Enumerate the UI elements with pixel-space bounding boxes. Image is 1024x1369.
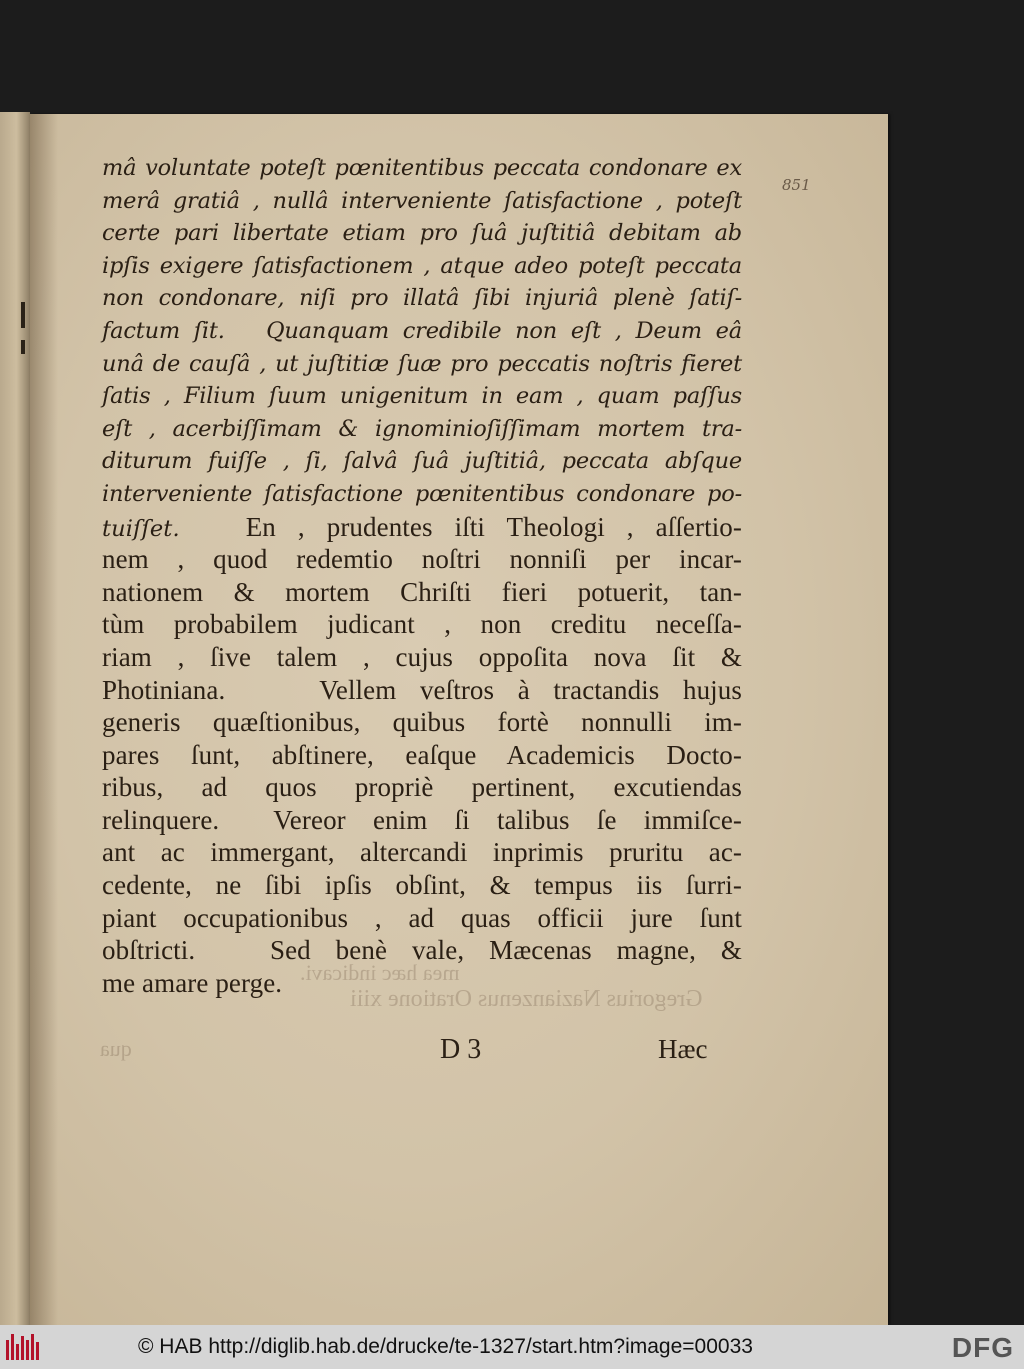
page-gutter-shadow: [30, 114, 58, 1325]
text-line: ant ac immergant, altercandi inprimis pruritu ac-: [102, 837, 742, 868]
text-line: piant occupationibus , ad quas officii jure ſunt: [102, 902, 742, 933]
text-line: factum ſit. Quanquam credibile non eſt , Deum eâ: [102, 317, 742, 344]
text-line: ipſis exigere ſatisfactionem , atque adeo poteſt peccata: [102, 252, 742, 279]
text-line: nem , quod redemtio noſtri nonniſi per incar-: [102, 544, 742, 575]
text-line: certe pari libertate etiam pro ſuâ juſtitiâ debitam ab: [102, 220, 742, 247]
text-line: non condonare, niſi pro illatâ ſibi injuriâ plenè ſatiſ-: [102, 285, 742, 312]
facing-page-edge: [0, 112, 30, 1325]
text-line: diturum fuiſſe , ſi, ſalvâ ſuâ juſtitiâ, peccata abſque: [102, 448, 742, 475]
dfg-logo-icon: DFG: [951, 1332, 1014, 1363]
margin-note: 851: [782, 176, 811, 194]
text-line-roman-part: En , prudentes iſti Theologi , aſſertio-: [179, 511, 742, 542]
footer-bar: [0, 1325, 1024, 1369]
text-line: ſatis , Filium ſuum unigenitum in eam , quam paſſus: [102, 383, 742, 410]
body-text: [102, 152, 742, 999]
edge-mark: [21, 340, 25, 354]
copyright-link[interactable]: © HAB http://diglib.hab.de/drucke/te-1327/start.htm?image=00033: [138, 1335, 753, 1358]
edge-mark: [21, 302, 25, 328]
text-line: [102, 511, 742, 544]
catchword: Hæc: [658, 1034, 708, 1064]
text-line: pares ſunt, abſtinere, eaſque Academicis Docto-: [102, 739, 742, 770]
signature-mark: D 3: [440, 1034, 482, 1065]
text-line: nationem & mortem Chriſti fieri potuerit, tan-: [102, 576, 742, 607]
text-line: mâ voluntate poteſt pœnitentibus peccata condonare ex: [102, 155, 742, 181]
text-line: cedente, ne ſibi ipſis obſint, & tempus iis ſurri-: [102, 870, 742, 901]
text-line: eſt , acerbiſſimam & ignominioſiſſimam mortem tra-: [102, 415, 742, 442]
text-line: generis quæſtionibus, quibus fortè nonnulli im-: [102, 707, 742, 738]
text-line-italic-part: tuiſſet.: [102, 515, 180, 542]
text-line: ribus, ad quos propriè pertinent, excutiendas: [102, 772, 742, 803]
bleed-through-text: qua: [100, 1036, 132, 1061]
bleed-through-text: Gregorius Nazianzenus Oratione xiii: [350, 986, 703, 1012]
text-line: relinquere. Vereor enim ſi talibus ſe immiſce-: [102, 804, 742, 835]
text-line: unâ de cauſâ , ut juſtitiæ ſuæ pro peccatis noſtris fieret: [102, 350, 742, 377]
bleed-through-text: mea hæc indicavi.: [300, 960, 460, 985]
book-page: [30, 114, 888, 1325]
text-line: Photiniana. Vellem veſtros à tractandis hujus: [102, 674, 742, 705]
hab-barcode-logo-icon: [6, 1334, 42, 1360]
text-line: riam , ſive talem , cujus oppoſita nova ſit &: [102, 641, 742, 672]
text-line: interveniente ſatisfactione pœnitentibus condonare po-: [102, 480, 742, 507]
text-line: obſtricti. Sed benè vale, Mæcenas magne, &: [102, 935, 742, 966]
text-line: me amare perge.: [102, 967, 283, 998]
text-line: merâ gratiâ , nullâ interveniente ſatisfactione , poteſt: [102, 187, 742, 214]
text-line: tùm probabilem judicant , non creditu neceſſa-: [102, 609, 742, 640]
